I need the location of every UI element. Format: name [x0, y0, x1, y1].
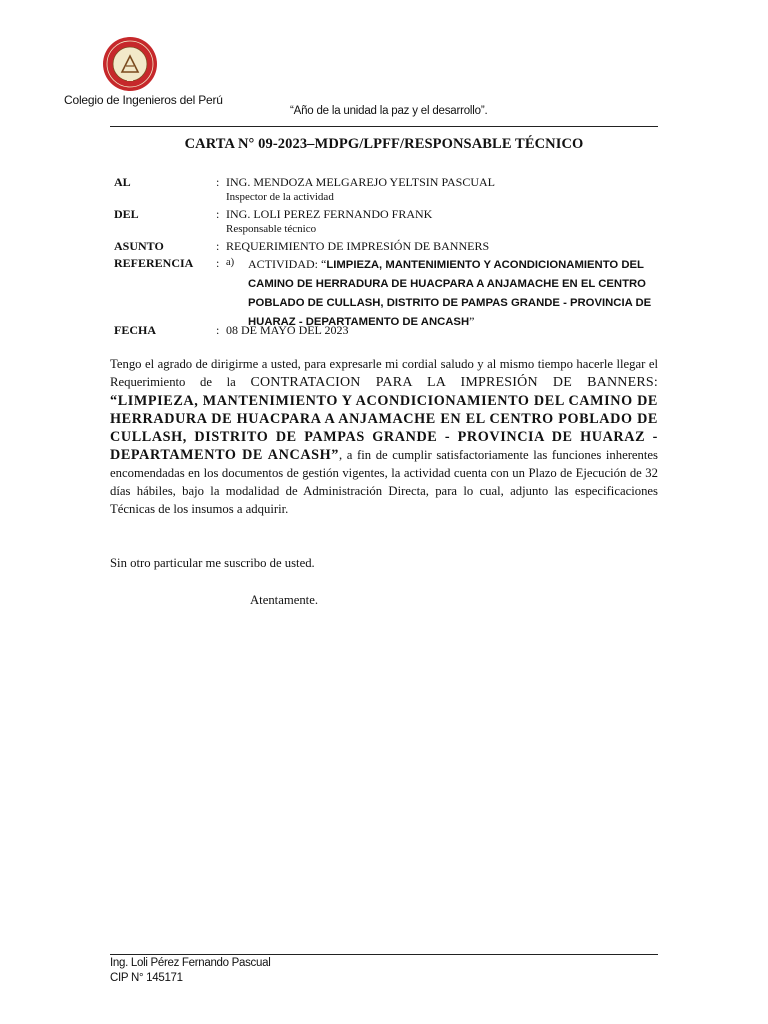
asunto-label: ASUNTO — [114, 239, 164, 253]
al-label: AL — [114, 175, 131, 189]
fecha-colon: : — [216, 323, 220, 337]
al-value: ING. MENDOZA MELGAREJO YELTSIN PASCUAL — [226, 175, 496, 189]
body-activity-title: “LIMPIEZA, MANTENIMIENTO Y ACONDICIONAMIENTO DEL CAMINO DE HERRADURA DE HUACPARA A ANJAMACHE EN EL CENTRO POBLADO DE CULLASH, DISTRITO DE PAMPAS GRANDE - PROVINCIA DE HUARAZ - DEPARTAMENTO DE ANCASH” — [110, 393, 658, 463]
del-label: DEL — [114, 207, 139, 221]
del-value: ING. LOLI PEREZ FERNANDO FRANK — [226, 207, 433, 221]
signature-line — [110, 954, 658, 955]
year-motto: “Año de la unidad la paz y el desarrollo”. — [290, 105, 488, 117]
closing-line: Sin otro particular me suscribo de usted. — [110, 556, 315, 570]
del-subtitle: Responsable técnico — [226, 223, 317, 235]
referencia-activity: LIMPIEZA, MANTENIMIENTO Y ACONDICIONAMIENTO DEL CAMINO DE HERRADURA DE HUACPARA A ANJAMACHE EN EL CENTRO POBLADO DE CULLASH, DISTRITO DE PAMPAS GRANDE - PROVINCIA DE HUARAZ - DEPARTAMENTO DE ANCASH — [248, 259, 652, 328]
body-intro: Tengo el agrado de dirigirme a usted, para expresarle mi cordial saludo y al mismo tiempo hacerle llegar el Requerimiento de la — [110, 357, 658, 389]
fecha-label: FECHA — [114, 323, 156, 337]
asunto-value: REQUERIMIENTO DE IMPRESIÓN DE BANNERS — [226, 239, 490, 253]
body-contratacion: CONTRATACION PARA LA IMPRESIÓN DE BANNERS — [250, 375, 654, 390]
regards: Atentamente. — [250, 593, 318, 607]
asunto-colon: : — [216, 239, 220, 253]
referencia-marker: a) — [226, 257, 235, 268]
al-subtitle: Inspector de la actividad — [226, 191, 334, 203]
fecha-value: 08 DE MAYO DEL 2023 — [226, 323, 349, 337]
letter-title: CARTA N° 09-2023–MDPG/LPFF/RESPONSABLE TÉCNICO — [184, 136, 584, 152]
signature-cip: CIP N° 145171 — [110, 972, 183, 984]
referencia-value — [248, 255, 668, 331]
institution-logo — [102, 36, 158, 92]
body-rest: , a fin de cumplir satisfactoriamente las funciones inherentes encomendadas en los documentos de gestión vigentes, la actividad cuenta con un Plazo de Ejecución de 32 días hábiles, bajo la modalidad de Administración Directa, para lo cual, adjunto las especificaciones Técnicas de los insumos a adquirir. — [110, 448, 658, 516]
referencia-label: REFERENCIA — [114, 256, 194, 270]
signature-name: Ing. Loli Pérez Fernando Pascual — [110, 957, 271, 969]
referencia-suffix: ” — [469, 314, 475, 328]
header-divider — [110, 126, 658, 127]
body-colon: : — [653, 375, 658, 390]
referencia-prefix: ACTIVIDAD: “ — [248, 257, 327, 271]
institution-name: Colegio de Ingenieros del Perú — [64, 93, 223, 107]
body-paragraph — [110, 355, 658, 518]
referencia-colon: : — [216, 256, 220, 270]
del-colon: : — [216, 207, 220, 221]
al-colon: : — [216, 175, 220, 189]
